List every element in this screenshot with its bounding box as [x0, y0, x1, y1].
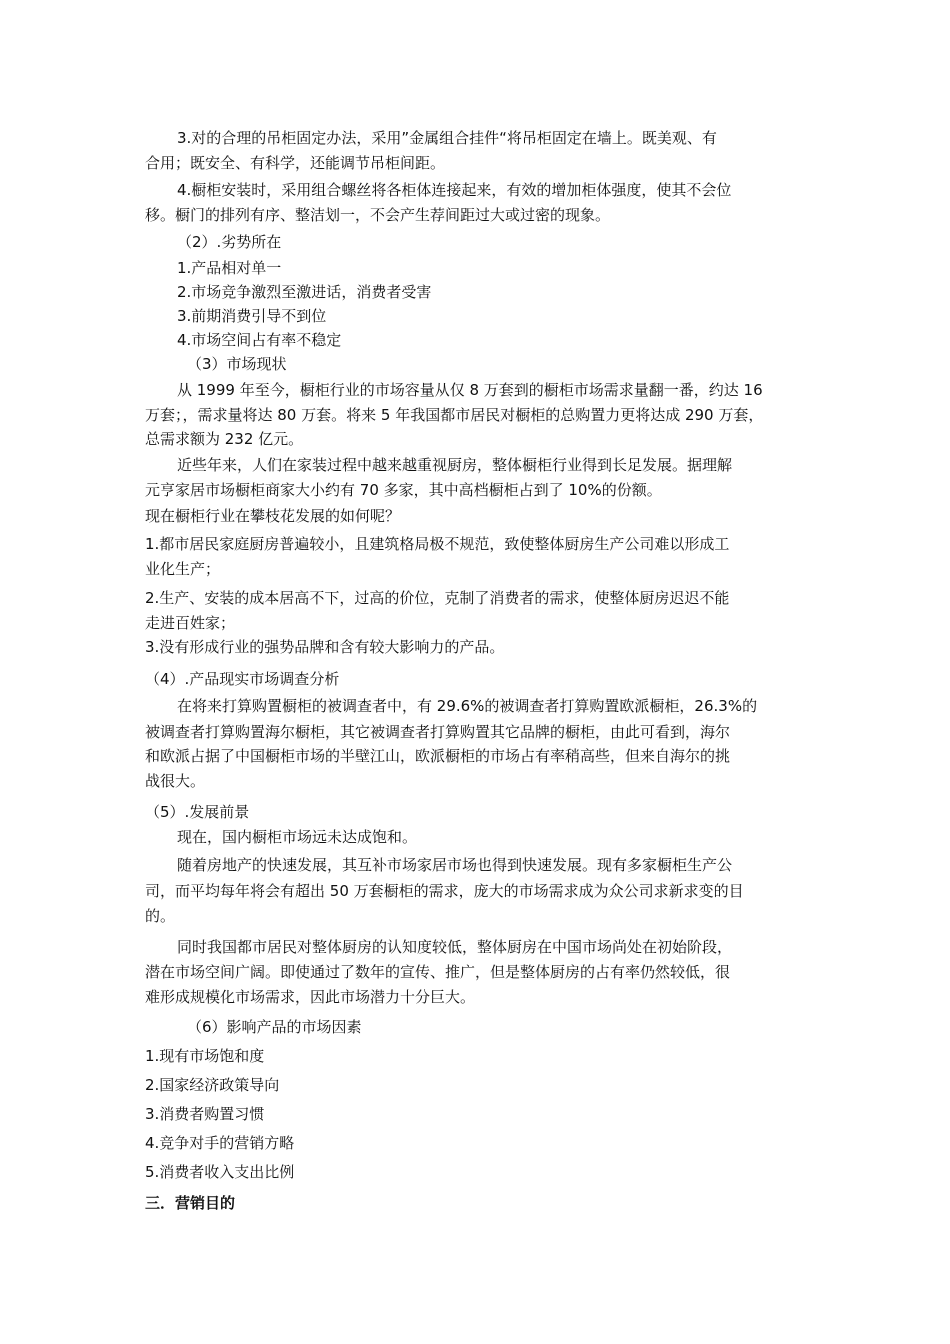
- list-item: 4.市场空间占有率不稳定: [177, 331, 342, 349]
- paragraph-line: 难形成规模化市场需求，因此市场潜力十分巨大。: [145, 988, 476, 1006]
- section-heading: （2）.劣势所在: [177, 233, 282, 251]
- question-line: 现在橱柜行业在攀枝花发展的如何呢？: [145, 507, 401, 525]
- paragraph-line: 移。橱门的排列有序、整洁划一，不会产生荐间距过大或过密的现象。: [145, 206, 611, 224]
- paragraph-line: 3.对的合理的吊柜固定办法，采用”金属组合挂件“将吊柜固定在墙上。既美观、有: [177, 129, 717, 147]
- paragraph-line: 同时我国都市居民对整体厨房的认知度较低，整体厨房在中国市场尚处在初始阶段，: [177, 938, 733, 956]
- paragraph-line: 的。: [145, 907, 176, 925]
- list-item: 1.产品相对单一: [177, 259, 282, 277]
- paragraph-line: 近些年来，人们在家装过程中越来越重视厨房，整体橱柜行业得到长足发展。据理解: [177, 456, 733, 474]
- paragraph-line: 现在，国内橱柜市场远未达成饱和。: [177, 828, 418, 846]
- paragraph-line: 元亨家居市场橱柜商家大小约有 70 多家，其中高档橱柜占到了 10%的份额。: [145, 481, 662, 499]
- paragraph-line: 合用；既安全、有科学，还能调节吊柜间距。: [145, 154, 446, 172]
- list-item-continued: 业化生产；: [145, 560, 221, 578]
- section-heading: （6）影响产品的市场因素: [187, 1018, 362, 1036]
- list-item: 3.前期消费引导不到位: [177, 307, 327, 325]
- paragraph-line: 潜在市场空间广阔。即使通过了数年的宣传、推广，但是整体厨房的占有率仍然较低，很: [145, 963, 731, 981]
- paragraph-line: 被调查者打算购置海尔橱柜，其它被调查者打算购置其它品牌的橱柜，由此可看到，海尔: [145, 723, 731, 741]
- list-item: 1.现有市场饱和度: [145, 1047, 265, 1065]
- list-item-continued: 走进百姓家；: [145, 614, 236, 632]
- list-item: 5.消费者收入支出比例: [145, 1163, 295, 1181]
- section-heading: （3）市场现状: [187, 355, 287, 373]
- section-heading: （5）.发展前景: [145, 803, 250, 821]
- paragraph-line: 4.橱柜安装时，采用组合螺丝将各柜体连接起来，有效的增加柜体强度，使其不会位: [177, 181, 732, 199]
- paragraph-line: 随着房地产的快速发展，其互补市场家居市场也得到快速发展。现有多家橱柜生产公: [177, 856, 733, 874]
- paragraph-line: 万套；，需求量将达 80 万套。将来 5 年我国都市居民对橱柜的总购置力更将达成 290 万套，: [145, 406, 764, 424]
- paragraph-line: 在将来打算购置橱柜的被调查者中，有 29.6%的被调查者打算购置欧派橱柜，26.3%的: [177, 697, 758, 715]
- list-item: 3.没有形成行业的强势品牌和含有较大影响力的产品。: [145, 638, 505, 656]
- chapter-heading: 三．营销目的: [145, 1194, 236, 1212]
- paragraph-line: 司，而平均每年将会有超出 50 万套橱柜的需求，庞大的市场需求成为众公司求新求变的目: [145, 882, 744, 900]
- list-item: 1.都市居民家庭厨房普遍较小，且建筑格局极不规范，致使整体厨房生产公司难以形成工: [145, 535, 730, 553]
- paragraph-line: 总需求额为 232 亿元。: [145, 430, 304, 448]
- list-item: 4.竞争对手的营销方略: [145, 1134, 295, 1152]
- paragraph-line: 从 1999 年至今，橱柜行业的市场容量从仅 8 万套到的橱柜市场需求量翻一番，约达 16: [177, 381, 763, 399]
- list-item: 2.市场竞争激烈至激进话，消费者受害: [177, 283, 432, 301]
- list-item: 2.生产、安装的成本居高不下，过高的价位，克制了消费者的需求，使整体厨房迟迟不能: [145, 589, 730, 607]
- list-item: 2.国家经济政策导向: [145, 1076, 280, 1094]
- list-item: 3.消费者购置习惯: [145, 1105, 265, 1123]
- paragraph-line: 战很大。: [145, 772, 206, 790]
- paragraph-line: 和欧派占据了中国橱柜市场的半壁江山，欧派橱柜的市场占有率稍高些，但来自海尔的挑: [145, 747, 731, 765]
- section-heading: （4）.产品现实市场调查分析: [145, 670, 340, 688]
